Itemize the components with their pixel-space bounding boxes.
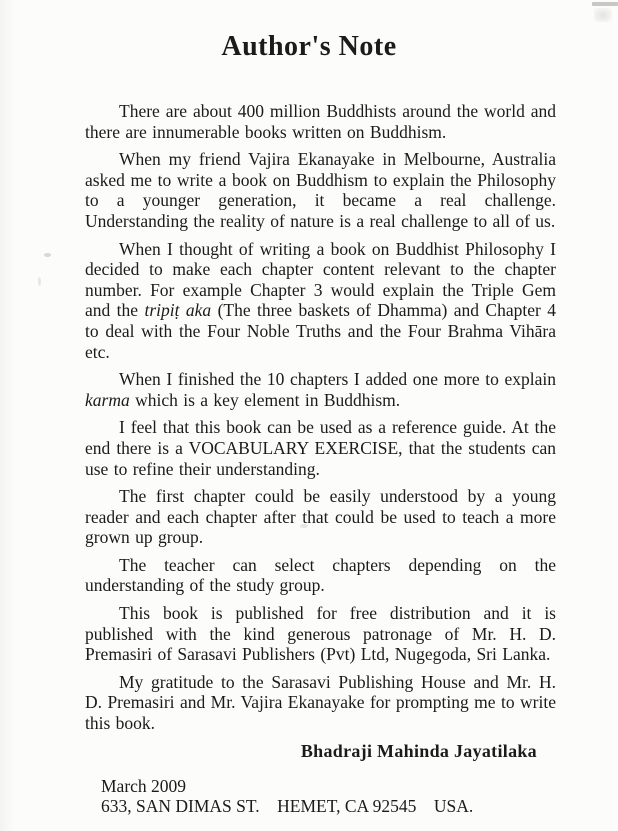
author-signature: Bhadraji Mahinda Jayatilaka	[300, 740, 537, 761]
text-run: There are about 400 million Buddhists around the world and there are innumerable books written on Buddhism.	[85, 101, 556, 142]
italic-run: tripiṭ aka	[144, 300, 212, 321]
text-run: My gratitude to the Sarasavi Publishing House and Mr. H. D. Premasiri and Mr. Vajira Ekanayake for prompting me to write this book.	[85, 671, 556, 734]
paragraph	[85, 672, 556, 734]
body-text	[0, 101, 618, 734]
text-run: I feel that this book can be used as a reference guide. At the end there is a VOCABULARY EXERCISE, that the students can use to refine their understanding.	[85, 417, 556, 479]
scan-speck	[38, 277, 41, 286]
scan-artifact-top-right	[592, 2, 618, 6]
paragraph	[85, 239, 556, 363]
scan-speck	[300, 524, 308, 528]
text-run: This book is published for free distribution and it is published with the kind generous patronage of Mr. H. D. Premasiri of Sarasavi Publishers (Pvt) Ltd, Nugegoda, Sri Lanka.	[85, 603, 556, 665]
scan-speck	[44, 253, 51, 257]
italic-run: karma	[85, 389, 130, 410]
paragraph	[85, 149, 556, 231]
paragraph	[85, 101, 556, 142]
paragraph	[85, 555, 556, 596]
paragraph	[85, 486, 556, 548]
text-run: The teacher can select chapters depending on the understanding of the study group.	[85, 554, 556, 596]
text-run: When I thought of writing a book on Buddhist Philosophy I decided to make each chapter content relevant to the chapter number. For example Chapter 3 would explain the Triple Gem and the	[85, 238, 556, 321]
footer-block	[0, 776, 618, 817]
text-run: The first chapter could be easily understood by a young reader and each chapter after that could be used to teach a more grown up group.	[85, 486, 556, 548]
page-title: Author's Note	[221, 31, 397, 62]
date-line: March 2009	[101, 775, 187, 796]
address-line: 633, SAN DIMAS ST. HEMET, CA 92545 USA.	[101, 796, 474, 817]
paragraph	[85, 369, 556, 410]
text-run: When my friend Vajira Ekanayake in Melbourne, Australia asked me to write a book on Buddhism to explain the Philosophy to a younger generation, it became a real challenge. Understanding the reality of nature is a real challenge to all of us.	[85, 149, 556, 231]
text-run: When I finished the 10 chapters I added one more to explain	[119, 369, 556, 390]
text-run: (The three baskets of Dhamma) and Chapter 4 to deal with the Four Noble Truths and the Four Brahma Vihāra etc.	[85, 300, 556, 362]
paragraph	[85, 417, 556, 479]
paragraph	[85, 603, 556, 665]
text-run: which is a key element in Buddhism.	[129, 389, 401, 410]
scan-smudge-top-right	[594, 8, 612, 22]
